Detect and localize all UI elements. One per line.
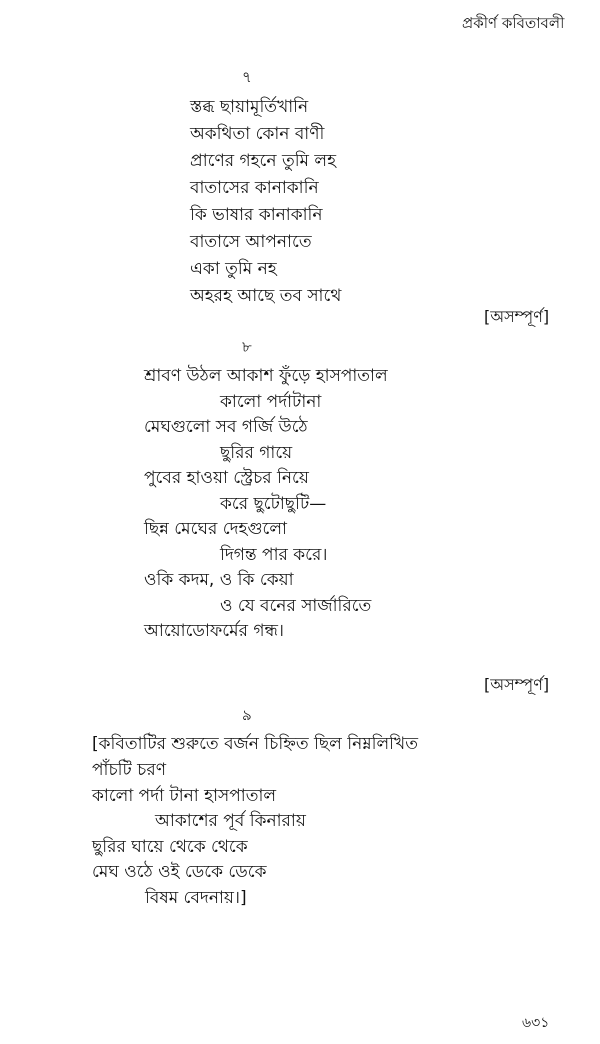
poem-9-line: বিষম বেদনায়।] — [145, 888, 247, 908]
poem-8-line: ছুরির গায়ে — [220, 443, 293, 463]
poem-7-line: অহরহ আছে তব সাথে — [190, 286, 342, 306]
poem-7-line: একা তুমি নহ — [190, 259, 277, 279]
poem-number-7: ৭ — [242, 68, 252, 86]
incomplete-note-7: [অসম্পূর্ণ] — [484, 307, 550, 326]
poem-9-line: ছুরির ঘায়ে থেকে থেকে — [92, 837, 248, 857]
poem-9-line: আকাশের পূর্ব কিনারায় — [155, 811, 306, 831]
poem-7-line: কি ভাষার কানাকানি — [190, 205, 323, 225]
poem-7-line: অকথিতা কোন বাণী — [190, 124, 325, 144]
page-number: ৬৩১ — [522, 1015, 550, 1031]
poem-7-line: প্রাণের গহনে তুমি লহ — [190, 151, 336, 171]
poem-9-line: মেঘ ওঠে ওই ডেকে ডেকে — [92, 862, 267, 882]
poem-8-line: ছিন্ন মেঘের দেহগুলো — [144, 519, 287, 539]
poem-8-line: কালো পর্দাটানা — [220, 392, 322, 412]
poem-number-8: ৮ — [242, 338, 252, 356]
poem-9-line: কালো পর্দা টানা হাসপাতাল — [92, 786, 277, 806]
poem-8-line: আয়োডোফর্মের গন্ধ। — [144, 621, 285, 641]
poem-8-line: পুবের হাওয়া স্ট্রেচর নিয়ে — [144, 468, 309, 488]
poem-7-line: বাতাসে আপনাতে — [190, 232, 312, 252]
poem-8-line: দিগন্ত পার করে। — [220, 545, 328, 565]
poem-8-line: ওকি কদম, ও কি কেয়া — [144, 570, 294, 590]
poem-9-line: পাঁচটি চরণ — [92, 760, 166, 780]
poem-8-line: ও যে বনের সার্জারিতে — [220, 596, 372, 616]
poem-9-line: [কবিতাটির শুরুতে বর্জন চিহ্নিত ছিল নিম্নলিখিত — [92, 734, 418, 754]
incomplete-note-8: [অসম্পূর্ণ] — [484, 675, 550, 694]
poem-7-line: বাতাসের কানাকানি — [190, 178, 319, 198]
poem-7-line: স্তব্ধ ছায়ামূর্তিখানি — [190, 97, 309, 117]
running-header: প্রকীর্ণ কবিতাবলী — [462, 14, 565, 32]
poem-number-9: ৯ — [242, 706, 252, 724]
poem-8-line: মেঘগুলো সব গর্জি উঠে — [144, 417, 308, 437]
poem-8-line: করে ছুটোছুটি— — [220, 494, 327, 514]
poem-8-line: শ্রাবণ উঠল আকাশ ফুঁড়ে হাসপাতাল — [144, 366, 388, 386]
